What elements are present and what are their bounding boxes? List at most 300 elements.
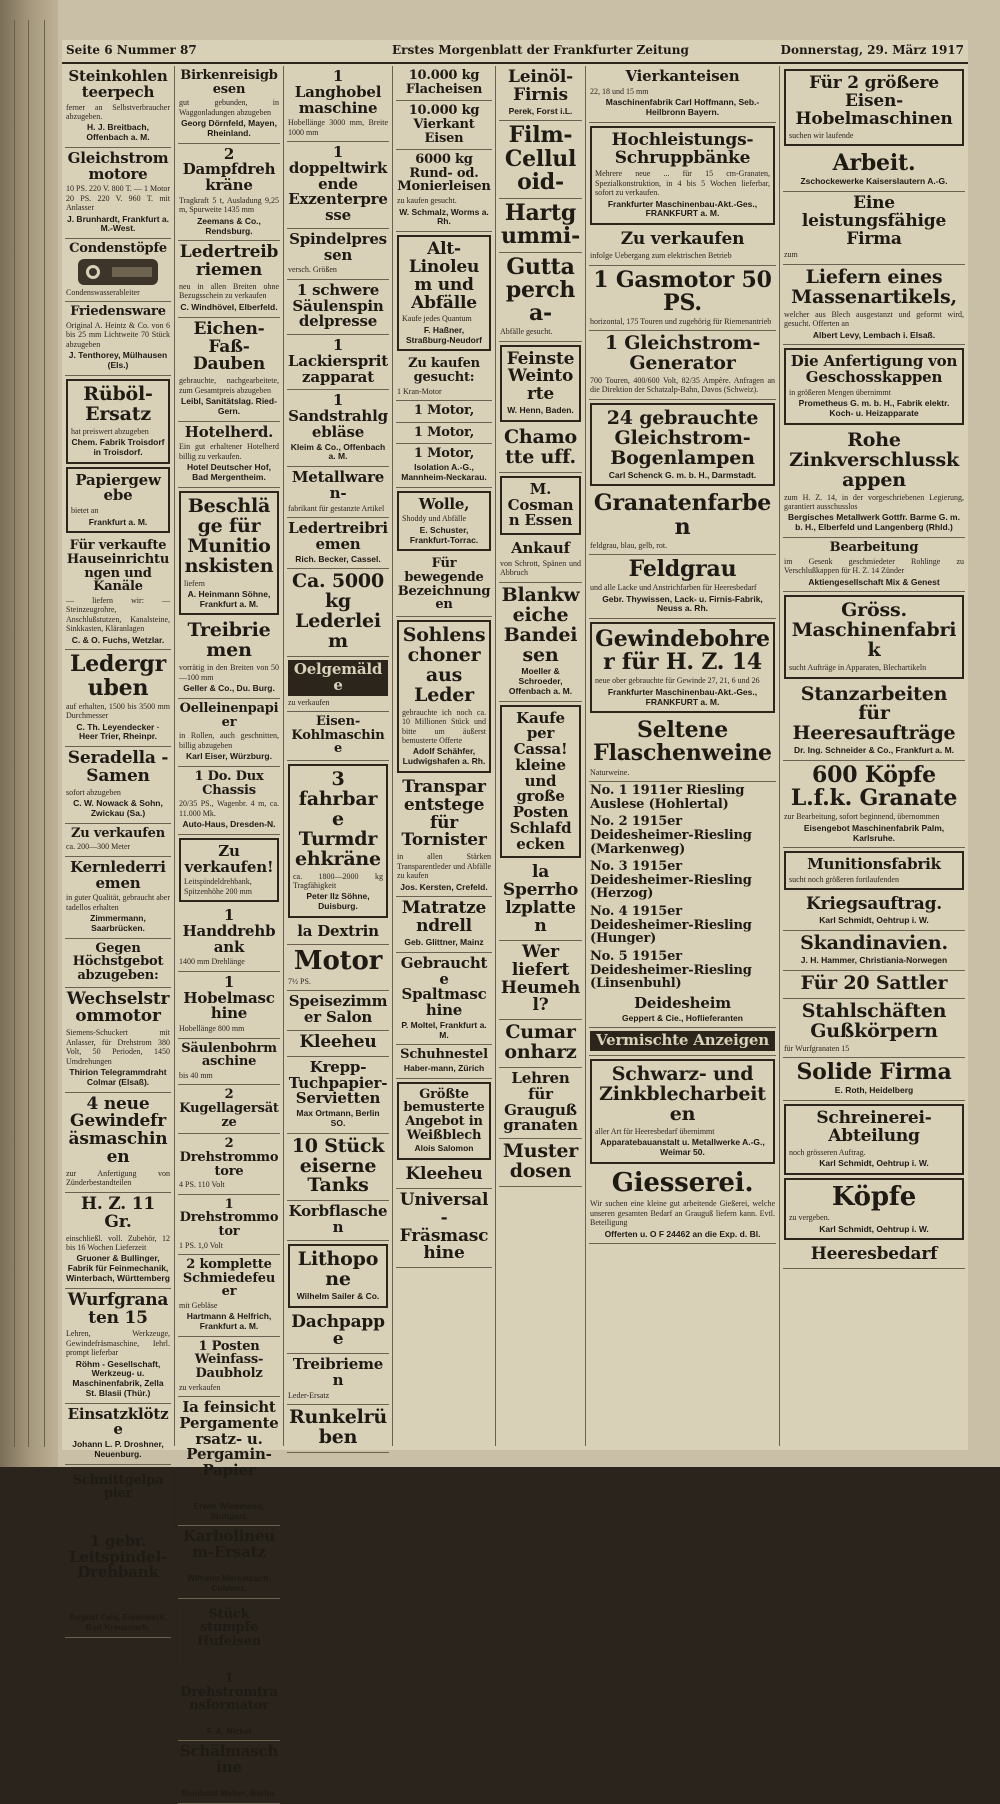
ad-headline: Guttapercha- [505, 253, 576, 327]
ad-headline: 1 Hobelmaschine [183, 972, 275, 1023]
classified-ad [589, 993, 776, 1029]
ad-headline: Beschläge für Munitionskisten [184, 494, 274, 577]
classified-ad [589, 1028, 776, 1056]
ad-advertiser: P. Moltel, Frankfurt a. M. [401, 1019, 487, 1040]
ad-headline: Für 20 Sattler [800, 971, 948, 994]
ad-advertiser: C. Th. Leyendecker · Heer Trier, Rheinpr. [76, 721, 160, 742]
ad-body: gut gebunden, in Waggonladungen abzugeben [179, 98, 279, 117]
ad-headline: Köpfe [831, 1181, 917, 1212]
ad-body: Shoddy und Abfälle [402, 514, 466, 524]
newspaper-page [62, 40, 968, 1799]
ad-advertiser: Karl Eiser, Würzburg. [186, 751, 272, 762]
ad-body: 7½ PS. [288, 977, 311, 987]
ad-headline: Musterdosen [502, 1140, 579, 1183]
ad-headline: 1 Motor, [413, 403, 475, 419]
classified-ad [783, 192, 965, 265]
ad-body: ferner an Selbstverbraucher abzugeben. [66, 102, 170, 121]
classified-ad [783, 999, 965, 1058]
ad-body: 1 Kran-Motor [397, 386, 442, 396]
ad-advertiser: Zschockewerke Kaiserslautern A.-G. [800, 176, 948, 187]
classified-ad [66, 379, 170, 464]
ad-headline: Munitionsfabrik [807, 855, 941, 874]
ad-body: Abfälle gesucht. [500, 327, 553, 337]
ad-headline: Oelgemälde [288, 660, 388, 696]
ad-headline: Lithopone [297, 1247, 379, 1290]
ad-body: zu verkaufen [179, 1382, 221, 1392]
classified-ad [590, 403, 775, 487]
ad-headline: No. 5 1915er Deidesheimer-Riesling (Linsenbuhl) [590, 949, 752, 992]
ad-headline: No. 3 1915er Deidesheimer-Riesling (Herzog) [590, 859, 752, 902]
classified-ad [178, 1039, 280, 1086]
classified-ad [396, 423, 492, 445]
ad-headline: 2 Dampfdrehkräne [182, 144, 276, 195]
ad-headline: Transparentstege für Tornister [401, 776, 487, 851]
ad-advertiser: Hartmann & Helfrich, Frankfurt a. M. [186, 1311, 272, 1332]
ad-headline: Solide Firma [796, 1059, 952, 1086]
ad-headline: Schnittgelpapier [72, 1472, 164, 1502]
classified-ad [287, 390, 389, 467]
ad-headline: Vierkanteisen [625, 67, 740, 85]
ad-body: mit Gebläse [179, 1300, 218, 1310]
ad-advertiser: Maschinenfabrik Carl Hoffmann, Seb.-Heilbronn Bayern. [605, 97, 760, 117]
classified-ad [499, 253, 582, 342]
classified-ad [396, 897, 492, 952]
ad-headline: Rüböl-Ersatz [83, 382, 153, 425]
ad-headline: Schreinerei-Abteilung [816, 1107, 932, 1146]
ad-headline: Gewindebohrer für H. Z. 14 [595, 626, 770, 676]
ad-advertiser: Geppert & Cie., Hoflieferanten [622, 1012, 743, 1023]
ad-advertiser: Frankfurter Maschinenbau-Akt.-Ges., FRANKFURT a. M. [607, 198, 758, 219]
ad-headline: Ankauf [511, 539, 570, 558]
classified-ad [589, 66, 776, 123]
ad-body: zu kaufen gesucht. [397, 196, 457, 206]
ad-body: auf erhalten, 1500 bis 3500 mm Durchmesser [66, 701, 170, 721]
classified-ad [783, 931, 965, 971]
classified-ad [178, 1669, 280, 1741]
ad-headline: 10.000 kg Vierkant Eisen [408, 103, 480, 146]
ad-headline: Granatenfarben [593, 490, 772, 540]
ad-headline: Motor [293, 945, 383, 976]
ad-columns [62, 66, 968, 1799]
ad-headline: 1 Drehstromtransformator [180, 1671, 278, 1714]
classified-ad [589, 782, 776, 813]
classified-ad [499, 1068, 582, 1139]
ad-headline: Kleeheu [405, 1164, 483, 1185]
ad-headline: la Sperrholzplatten [502, 862, 579, 937]
ad-advertiser: Thirion Telegrammdraht Colmar (Elsaß). [69, 1067, 167, 1087]
ad-advertiser: C. & O. Fuchs, Wetzlar. [71, 634, 165, 645]
classified-ad [784, 595, 964, 678]
classified-ad [396, 554, 492, 617]
ad-body: welcher aus Blech ausgestanzt und geformt wird, gesucht. Offerten an [784, 309, 964, 329]
ad-body: — liefern wir: — Steinzeugrohre, Anschlußstutzen, Kanalsteine, Sinkkasten, Kläranlagen [66, 595, 170, 634]
ad-headline: Gröss. Maschinenfabrik [791, 599, 957, 662]
ad-headline: Kleeheu [299, 1031, 377, 1052]
ad-advertiser: E. Roth, Heidelberg [834, 1085, 914, 1096]
classified-ad [500, 705, 581, 859]
classified-ad [287, 1134, 389, 1202]
classified-ad [499, 538, 582, 583]
ad-headline: Gleichstrommotore [67, 148, 169, 183]
classified-ad [783, 1058, 965, 1101]
ad-headline: Leinöl-Firnis [507, 67, 574, 105]
classified-ad [499, 121, 582, 198]
ad-advertiser: Isolation A.-G., Mannheim-Neckarau. [401, 462, 487, 482]
classified-ad [288, 764, 388, 918]
ad-headline: Stanzarbeiten für Heeresaufträge [792, 682, 956, 745]
ad-headline: Friedensware [70, 304, 166, 320]
classified-ad [287, 467, 389, 518]
classified-ad [589, 858, 776, 903]
ad-advertiser: Moeller & Schroeder, Offenbach a. M. [508, 666, 573, 696]
classified-ad [178, 318, 280, 422]
ad-advertiser: Zeemans & Co., Rendsburg. [197, 215, 261, 236]
classified-ad [178, 767, 280, 835]
ad-advertiser: Haber-mann, Zürich [403, 1063, 485, 1073]
ad-headline: Gegen Höchstgebot abzugeben: [72, 940, 164, 983]
ad-body: in allen Stärken Transparentleder und Abfälle zu kaufen [397, 852, 491, 881]
ad-body: Hobellänge 3000 mm, Breite 1000 mm [288, 118, 388, 137]
ad-headline: Vermischte Anzeigen [590, 1031, 775, 1051]
masthead-page-number: Seite 6 Nummer 87 [66, 43, 197, 57]
classified-ad [287, 1201, 389, 1241]
ad-advertiser: Geller & Co., Du. Burg. [183, 683, 275, 694]
classified-ad [65, 1404, 171, 1465]
classified-ad [287, 280, 389, 335]
ad-body: und alle Lacke und Anstrichfarben für Heeresbedarf [590, 583, 757, 593]
ad-body: gebrauchte ich noch ca. 10 Millionen Stück und bitte um äußerst bemusterte Offerte [402, 707, 486, 745]
ad-advertiser: J. H. Hammer, Christiania-Norwegen [800, 955, 948, 965]
ad-headline: 1 Posten Weinfass-Daubholz [194, 1338, 264, 1382]
ad-headline: Wechselstrommotor [66, 988, 170, 1027]
ad-headline: Arbeit. [832, 149, 916, 176]
ad-body: für Wurfgranaten 15 [784, 1043, 850, 1053]
classified-ad [178, 1085, 280, 1134]
ad-body: ca. 1800—2000 kg Tragfähigkeit [293, 871, 383, 891]
ad-body: sofort abzugeben [66, 787, 121, 797]
ad-body: neue ober gebrauchte für Gewinde 27, 21, 6 und 26 [595, 676, 760, 686]
ad-advertiser: F. Haßner, Straßburg-Neudorf [405, 324, 483, 345]
ad-headline: Sohlenschoner aus Leder [402, 623, 486, 706]
classified-ad [783, 893, 965, 931]
ad-body: hat preiswert abzugeben [71, 426, 149, 436]
ad-body: sucht Aufträge in Apparaten, Blechartikeln [789, 663, 927, 673]
ad-headline: Feinste Weintorte [506, 348, 575, 405]
classified-ad [396, 101, 492, 150]
ad-headline: 1 Do. Dux Chassis [194, 768, 264, 798]
classified-ad [179, 1602, 279, 1666]
ad-advertiser: Gebr. Thywissen, Lack- u. Firnis-Fabrik, Neuss a. Rh. [602, 593, 763, 614]
ad-body: noch grösseren Auftrag. [789, 1147, 866, 1157]
ad-body: Lehren, Werkzeuge, Gewindefräsmaschine, Iehrl. prompt lieferbar [66, 1329, 170, 1358]
classified-ad [178, 1134, 280, 1194]
ad-headline: Hotelherd. [184, 422, 274, 441]
ad-advertiser: Alois Salomon [414, 1143, 474, 1154]
ad-advertiser: C. W. Nowack & Sohn, Zwickau (Sa.) [73, 798, 163, 818]
ad-headline: Krepp-Tuchpapier-Servietten [288, 1057, 388, 1108]
ad-advertiser: August Fels, Eisenwerk, Bad Kreuznach. [69, 1612, 167, 1633]
ad-body: 1 PS. 1,0 Volt [179, 1240, 223, 1250]
ad-headline: Kaufe per Cassa! kleine und große Posten Schlafdecken [509, 708, 572, 853]
ad-body: liefern [184, 578, 205, 588]
ad-headline: 1 doppeltwirkende Exzenterpresse [288, 143, 388, 225]
ad-headline: Wurfgranaten 15 [67, 1289, 169, 1328]
classified-ad [178, 1337, 280, 1397]
ad-headline: Heeresbedarf [810, 1244, 938, 1265]
ad-headline: Karbolineum-Ersatz [183, 1527, 275, 1562]
ad-headline: Schwarz- und Zinkblecharbeiten [599, 1063, 766, 1126]
ad-advertiser: W. Henn, Baden. [507, 405, 574, 416]
ad-advertiser: Wilhelm Sailer & Co. [296, 1290, 380, 1301]
classified-ad [396, 776, 492, 897]
ad-headline: Blankweiche Bandeisen [501, 583, 580, 666]
classified-ad [178, 1195, 280, 1255]
classified-ad [783, 265, 965, 346]
ad-advertiser: Peter Ilz Söhne, Duisburg. [306, 891, 370, 912]
ad-advertiser: Prometheus G. m. b. H., Fabrik elektr. Koch- u. Heizapparate [798, 398, 950, 419]
classified-ad [396, 444, 492, 487]
masthead-title: Erstes Morgenblatt der Frankfurter Zeitung [392, 43, 689, 57]
ad-headline: Ia feinsicht Pergamentersatz- u. Pergamin-Papier [179, 1398, 279, 1480]
ad-advertiser: Jos. Kersten, Crefeld. [400, 881, 488, 892]
ad-advertiser: A. Heinmann Söhne, Frankfurt a. M. [187, 588, 271, 609]
ad-headline: Ledergruben [69, 651, 166, 701]
ad-headline: Ledertreibriemen [179, 242, 279, 281]
ad-headline: 1 Gasmotor 50 PS. [593, 266, 772, 316]
ad-body: Kaufe jedes Quantum [402, 314, 472, 324]
ad-body: bis 40 mm [179, 1070, 213, 1080]
ad-advertiser: Bergisches Metallwerk Gottfr. Barme G. m. b. H., Elberfeld und Langenberg (Rhld.) [788, 512, 960, 533]
classified-ad [397, 491, 491, 552]
ad-headline: 4 neue Gewindefräsmaschinen [68, 1093, 168, 1168]
ad-column-2 [175, 66, 284, 1799]
ad-headline: Gebrauchte Spaltmaschine [400, 953, 488, 1020]
ad-headline: 1 Lackierspritzapparat [288, 336, 388, 386]
classified-ad [178, 905, 280, 972]
classified-ad [589, 489, 776, 555]
classified-ad [396, 1189, 492, 1268]
ad-body: wasserlöslich, in Fässern [179, 1562, 259, 1572]
ad-body: feldgrau, blau, gelb, rot. [590, 540, 668, 550]
ad-headline: Lehren für Graugußgranaten [503, 1069, 578, 1135]
ad-advertiser: Gruoner & Bullinger, Fabrik für Feinmechanik, Winterbach, Württemberg [66, 1253, 170, 1283]
ad-headline: Zu kaufen gesucht: [408, 356, 480, 386]
ad-advertiser: Karl Schmidt, Oehtrup i. W. [819, 1158, 929, 1168]
ad-advertiser: Auto-Haus, Dresden-N. [182, 819, 276, 830]
classified-ad [499, 1139, 582, 1187]
steam-trap-illustration [78, 259, 158, 285]
ad-headline: 2 Drehstrommotore [179, 1136, 279, 1179]
ad-advertiser: C. Windhövel, Elberfeld. [180, 301, 278, 312]
classified-ad [65, 857, 171, 939]
classified-ad [500, 476, 581, 535]
ad-advertiser: Albert Levy, Lembach i. Elsaß. [812, 329, 936, 340]
ad-advertiser: Perek, Forst i.L. [508, 105, 573, 116]
ad-headline: Bearbeitung [829, 540, 919, 555]
ad-advertiser: Frankfurt a. M. [88, 516, 148, 527]
ad-headline: H. Z. 11 Gr. [81, 1193, 155, 1232]
ad-headline: 1 Motor, [413, 446, 475, 462]
classified-ad [287, 335, 389, 390]
ad-headline: Einsatzklötze [67, 1404, 169, 1439]
ad-body: suchen wir laufende [789, 130, 854, 140]
ad-body: 700 Touren, 400/600 Volt, 82/35 Ampère. Anfragen an die Direktion der Schatzalp-Bahn, Davos (Schweiz). [590, 376, 775, 395]
ad-headline: 10.000 kg Flacheisen [405, 68, 483, 97]
classified-ad [287, 518, 389, 569]
ad-body: von Schrott, Spänen und Abbruch [500, 558, 581, 578]
classified-ad [287, 142, 389, 229]
ad-body: horizontal, 175 Touren und zugehörig für Riemenantrieb [590, 316, 772, 326]
ad-headline: Hartgummi- [500, 199, 581, 249]
ad-body: 1400 mm Drehlänge [179, 957, 245, 967]
ad-headline: Hochleistungs-Schruppbänke [611, 129, 754, 168]
ad-headline: 1 Sandstrahlgebläse [288, 391, 388, 441]
ad-advertiser: H. J. Breitbach, Offenbach a. M. [86, 122, 150, 143]
ad-headline: Zu verkaufen [620, 229, 745, 250]
classified-ad [65, 1531, 171, 1638]
classified-ad [590, 622, 775, 713]
ad-body: Naturweine. [590, 767, 630, 777]
ad-headline: Stahlschäften Gußkörpern [801, 999, 947, 1042]
classified-ad [178, 66, 280, 144]
classified-ad [65, 1193, 171, 1289]
classified-ad [589, 716, 776, 782]
ad-body: fabrikant für gestanzte Artikel [288, 503, 385, 513]
classified-ad [397, 235, 491, 351]
ad-headline: Dachpappe [291, 1311, 385, 1350]
classified-ad [65, 1289, 171, 1404]
ad-headline: Spindelpressen [289, 229, 387, 264]
ad-headline: 1 schwere Säulenspindelpresse [292, 280, 384, 331]
classified-ad [178, 1397, 280, 1526]
ad-body: gebrauchte, nachgearbeitete, zum Gesamtpreis abzugeben [179, 376, 279, 395]
ad-body: Mehrere neue ... für 15 cm-Granaten, Spezialkonstruktion, in 4 bis 5 Wochen lieferbar, sofort zu verkaufen. [595, 169, 770, 198]
ad-headline: Kriegsauftrag. [806, 894, 942, 915]
ad-headline: Zu verkaufen [71, 825, 165, 841]
ad-headline: 2 komplette Schmiedefeuer [182, 1256, 276, 1300]
ad-advertiser: Max Ortmann, Berlin SO. [296, 1108, 380, 1128]
classified-ad [66, 1468, 170, 1528]
ad-headline: Eisen-Kohlmaschine [291, 713, 385, 757]
binding-line [44, 20, 45, 1447]
classified-ad [589, 555, 776, 619]
classified-ad [499, 425, 582, 473]
classified-ad [65, 1093, 171, 1193]
ad-body: zu vergeben. [789, 1213, 830, 1223]
ad-headline: 1 Gleichstrom-Generator [604, 332, 761, 375]
ad-advertiser: Rich. Becker, Cassel. [295, 553, 381, 564]
binding-line [28, 20, 29, 1447]
ad-headline: Für verkaufte Hauseinrichtungen und Kanäle [66, 538, 170, 595]
ad-advertiser: Frankfurter Maschinenbau-Akt.-Ges., FRANKFURT a. M. [607, 686, 758, 707]
classified-ad [396, 1163, 492, 1189]
classified-ad [65, 747, 171, 824]
classified-ad [500, 345, 581, 422]
ad-body: aller Art für Heeresbedarf übernimmt [595, 1127, 715, 1136]
ad-column-1 [62, 66, 175, 1633]
ad-headline: 1 gebr. Leitspindel-Drehbank [69, 1531, 167, 1582]
classified-ad [287, 657, 389, 712]
classified-ad [783, 428, 965, 538]
ad-headline: la Dextrin [297, 922, 379, 940]
ad-body: zu verkaufen [288, 697, 330, 707]
ad-headline: 6000 kg Rund- od. Monierleisen [397, 152, 491, 195]
classified-ad [65, 650, 171, 747]
ad-headline: Giesserei. [611, 1167, 754, 1198]
binding-line [14, 20, 15, 1447]
ad-advertiser: Adolf Schähfer, Ludwigshafen a. Rh. [402, 746, 486, 767]
classified-ad [784, 348, 964, 424]
ad-body: mit Drehlänge 3 m, Spitzenhöhe 300 mm, sofort billig zu verkaufen [66, 1583, 170, 1612]
classified-ad [179, 491, 279, 616]
ad-headline: 1 Motor, [413, 424, 475, 440]
ad-body: Tragkraft 5 t, Ausladung 9,25 m, Spurweite 1435 mm [179, 195, 279, 215]
classified-ad [499, 583, 582, 702]
classified-ad [499, 1020, 582, 1068]
ad-advertiser: Karl Schmidt, Oehtrup i. W. [819, 1223, 929, 1234]
ad-headline: Skandinavien. [800, 932, 948, 955]
ad-body: Ein gut erhaltener Hotelherd billig zu verkaufen. [179, 442, 279, 461]
ad-headline: Die Anfertigung von Geschosskappen [790, 352, 958, 387]
classified-ad [178, 422, 280, 488]
ad-advertiser: Erwin Wiedmann, Stuttgart. [193, 1500, 265, 1521]
ad-advertiser: Aktiengesellschaft Mix & Genest [808, 576, 940, 587]
ad-body: 4 PS. 110 Volt [179, 1180, 225, 1190]
classified-ad [396, 953, 492, 1046]
ad-advertiser: Eisengebot Maschinenfabrik Palm, Karlsruhe. [803, 822, 945, 843]
ad-body: zur Anfertigung von Zünderbestandteilen [66, 1168, 170, 1188]
ad-advertiser: Kleim & Co., Offenbach a. M. [290, 441, 386, 462]
ad-headline: 600 Köpfe L.f.k. Granate [790, 762, 958, 812]
ad-headline: No. 1 1911er Riesling Auslese (Hohlertal) [590, 782, 745, 812]
ad-headline: 10 Stück eiserne Tanks [291, 1134, 385, 1197]
masthead-date: Donnerstag, 29. März 1917 [780, 43, 964, 57]
ad-headline: Stück stumpfe Hufeisen [197, 1606, 261, 1650]
ad-body: 22, 18 und 15 mm [590, 86, 649, 96]
classified-ad [287, 712, 389, 761]
ad-headline: Alt-Linoleum und Abfälle [408, 239, 480, 313]
ad-advertiser: F. A. Nickel [206, 1725, 252, 1736]
classified-ad [499, 66, 582, 121]
ad-body: neu in allen Breiten ohne Bezugsschein zu verkaufen [179, 282, 279, 301]
ad-body: Schneidemaschine [179, 1777, 239, 1787]
classified-ad [397, 620, 491, 773]
ad-body: in Rollen, auch geschnitten, billig abzugeben [179, 731, 279, 750]
ad-advertiser: E. Schuster, Frankfurt-Torrac. [409, 524, 479, 545]
ad-headline: Ledertreibriemen [288, 519, 388, 553]
ad-headline: Wolle, [418, 494, 470, 513]
ad-body: zur Bearbeitung, sofort beginnend, übernommen [784, 812, 940, 822]
classified-ad [65, 939, 171, 988]
ad-body: zum [784, 250, 798, 260]
ad-headline: 1 Drehstrommotor [179, 1196, 279, 1239]
classified-ad [784, 1104, 964, 1175]
ad-body: Leitspindeldrehbank, Spitzenhöhe 200 mm [184, 877, 252, 896]
ad-headline: Treibriemen [292, 1355, 384, 1389]
classified-ad [396, 66, 492, 101]
ad-advertiser: Georg Dörnfeld, Mayen, Rheinland. [181, 118, 277, 138]
classified-ad [784, 1178, 964, 1241]
classified-ad [589, 1167, 776, 1244]
classified-ad [178, 144, 280, 242]
ad-advertiser: Reinhold Weber, Berlin. [181, 1788, 277, 1799]
ad-headline: Papiergewebe [75, 470, 161, 505]
classified-ad [783, 149, 965, 192]
ad-headline: Seradella - Samen [67, 748, 169, 786]
classified-ad [178, 241, 280, 317]
ad-headline: Korbflaschen [288, 1202, 388, 1237]
ad-headline: Chamotte uff. [503, 425, 578, 468]
